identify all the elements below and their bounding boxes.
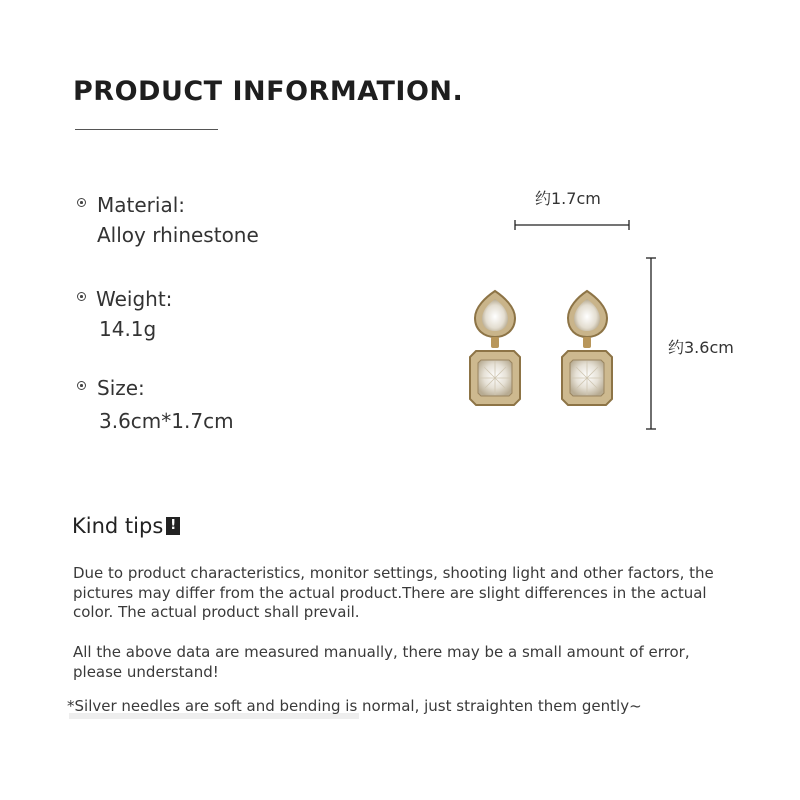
kind-tips-heading (72, 514, 180, 538)
page-title: PRODUCT INFORMATION. (73, 76, 464, 107)
exclamation-icon: ! (166, 517, 180, 535)
needle-note: *Silver needles are soft and bending is normal, just straighten them gently~ (67, 697, 642, 715)
disclaimer-paragraph: Due to product characteristics, monitor settings, shooting light and other factors, the pictures may differ from the actual product.There are slight differences in the actual color. The actual product shall prevail. (73, 564, 714, 621)
material-value: Alloy rhinestone (97, 223, 259, 247)
earring-left (470, 291, 520, 405)
earrings-product-photo (462, 285, 632, 415)
size-label: Size: (97, 376, 145, 400)
earring-right (562, 291, 612, 405)
height-dimension-label: 约3.6cm (668, 338, 734, 357)
weight-value: 14.1g (99, 317, 157, 341)
weight-label: Weight: (96, 287, 173, 311)
measurement-paragraph: All the above data are measured manually, there may be a small amount of error, please understand! (73, 643, 690, 681)
width-dimension-label: 约1.7cm (535, 189, 601, 208)
material-label: Material: (97, 193, 185, 217)
size-value: 3.6cm*1.7cm (99, 409, 234, 433)
kind-tips-label: Kind tips (72, 514, 164, 538)
